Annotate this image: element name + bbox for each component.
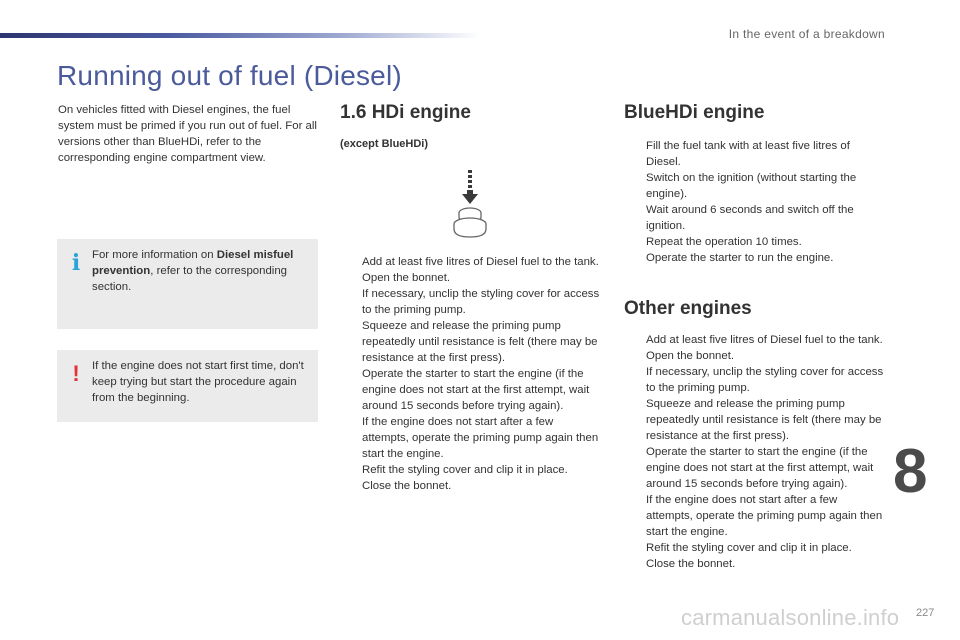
list-item [624,556,886,572]
section-header: In the event of a breakdown [728,27,885,41]
list-item [340,462,602,478]
list-item [340,478,602,494]
list-item-text: Close the bonnet. [362,480,452,492]
list-item-text: Fill the fuel tank with at least five litres of Diesel. [646,140,850,168]
intro-column [58,102,320,166]
info-box-link-text: Diesel misfuel prevention [92,249,294,277]
other-engines-steps [624,332,886,572]
list-item-text: Add at least five litres of Diesel fuel to the tank. [646,334,883,346]
list-item-text: Refit the styling cover and clip it in place. [362,464,568,476]
list-item-text: Squeeze and release the priming pump repeatedly until resistance is felt (there may be resistance at the first press). [362,320,598,364]
list-item-text: Close the bonnet. [646,558,736,570]
list-item [624,540,886,556]
warning-box-text: If the engine does not start first time, don't keep trying but start the procedure again from the beginning. [92,360,304,404]
list-item [340,318,602,366]
intro-text: On vehicles fitted with Diesel engines, the fuel system must be primed if you run out of fuel. For all versions other than BlueHDi, refer to the corresponding engine compartment view. [58,104,317,164]
info-box-prefix: For more information on [92,249,217,261]
header-gradient-bar [0,33,480,38]
priming-pump-icon [449,168,491,240]
list-item-text: Open the bonnet. [362,272,451,284]
list-item [624,348,886,364]
list-item-text: If necessary, unclip the styling cover for access to the priming pump. [646,366,884,394]
list-item-text: If the engine does not start after a few attempts, operate the priming pump again then start the engine. [362,416,599,460]
info-box [57,239,318,329]
list-item-text: Repeat the operation 10 times. [646,236,802,248]
list-item [340,270,602,286]
hdi-steps [340,254,602,494]
list-item [624,444,886,492]
warning-box [57,350,318,422]
warning-icon: ! [72,361,80,386]
list-item [624,202,886,234]
list-item [624,364,886,396]
hdi-column [340,102,602,492]
list-item [624,332,886,348]
hdi-title: 1.6 HDi engine [340,102,471,123]
chapter-number: 8 [893,437,928,506]
list-item [340,254,602,270]
list-item-text: If necessary, unclip the styling cover for access to the priming pump. [362,288,600,316]
list-item [624,234,886,250]
list-item-text: Operate the starter to start the engine (if the engine does not start at the first attempt, wait around 15 seconds before trying again). [362,368,590,412]
watermark: carmanualsonline.info [681,605,900,630]
list-item-text: Wait around 6 seconds and switch off the ignition. [646,204,854,232]
hdi-subtitle: (except BlueHDi) [340,138,429,150]
list-item [340,286,602,318]
list-item-text: Operate the starter to start the engine (if the engine does not start at the first attempt, wait around 15 seconds before trying again). [646,446,874,490]
list-item [340,366,602,414]
bluehdi-steps [624,138,886,266]
list-item [624,250,886,266]
list-item-text: Open the bonnet. [646,350,735,362]
list-item [340,414,602,462]
list-item-text: Squeeze and release the priming pump repeatedly until resistance is felt (there may be resistance at the first press). [646,398,882,442]
list-item [624,492,886,540]
list-item [624,396,886,444]
page-title: Running out of fuel (Diesel) [57,60,402,91]
list-item-text: Refit the styling cover and clip it in place. [646,542,852,554]
list-item-text: Switch on the ignition (without starting the engine). [646,172,857,200]
list-item [624,138,886,170]
page-number: 227 [916,607,935,619]
bluehdi-title: BlueHDi engine [624,102,765,123]
info-icon: i [71,250,81,276]
list-item-text: Add at least five litres of Diesel fuel to the tank. [362,256,599,268]
list-item [624,170,886,202]
list-item-text: If the engine does not start after a few attempts, operate the priming pump again then start the engine. [646,494,883,538]
bluehdi-column [624,102,886,572]
info-box-text [92,247,312,295]
info-box-suffix: , refer to the corresponding section. [92,265,287,293]
other-engines-title: Other engines [624,298,752,319]
list-item-text: Operate the starter to run the engine. [646,252,834,264]
